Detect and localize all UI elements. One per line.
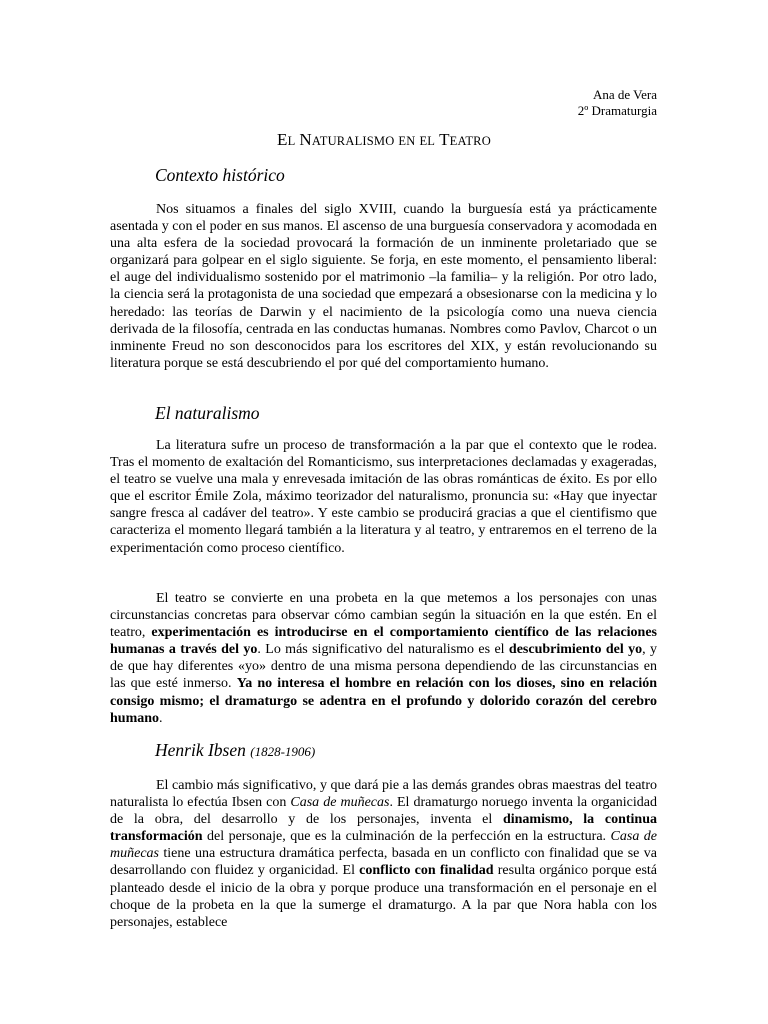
document-title: EL NATURALISMO EN EL TEATRO [277,130,491,149]
paragraph-ibsen: El cambio más significativo, y que dará pie a las demás grandes obras maestras del teatro naturalista lo efectúa Ibsen con Casa de muñecas. El dramaturgo noruego inventa la organicidad de la obra, del desarrollo y de los personajes, inventa el dinamismo, la continua transformación del personaje, que es la culminación de la perfección en la estructura. Casa de muñecas tiene una estructura dramática perfecta, basada en un conflicto con finalidad que se va desarrollando con fluidez y organicidad. El conflicto con finalidad resulta orgánico porque está planteado desde el inicio de la obra y porque produce una transformación en el personaje en el choque de la probeta en la que la sumerge el dramaturgo. A la par que Nora habla con los personajes, establece [110,778,658,930]
ibsen-dates: (1828-1906) [250,744,316,759]
heading-naturalismo: El naturalismo [155,403,260,423]
heading-contexto-historico: Contexto histórico [155,165,285,185]
bold-experimentacion: experimentación es introducirse en el comportamiento científico de las relaciones humanas a través del yo [110,625,657,658]
bold-dinamismo: dinamismo, la continua transformación [110,812,657,845]
paragraph-naturalismo-2: El teatro se convierte en una probeta en la que metemos a los personajes con unas circunstancias concretas para observar cómo cambian según la situación en la que estén. En el teatro, experimentación es introducirse en el comportamiento científico de las relaciones humanas a través del yo. Lo más significativo del naturalismo es el descubrimiento del yo, y de que hay diferentes «yo» dentro de una misma persona dependiendo de las circunstancias en las que esté inmerso. Ya no interesa el hombre en relación con los dioses, sino en relación consigo mismo; el dramaturgo se adentra en el profundo y dolorido corazón del cerebro humano. [110,591,657,726]
course-name: 2º Dramaturgia [577,103,657,118]
bold-conflicto-finalidad: conflicto con finalidad [359,863,494,879]
author-block [578,87,657,119]
author-name: Ana de Vera [592,87,657,102]
italic-casa-de-munecas-2: Casa de muñecas [110,829,658,862]
bold-descubrimiento-yo: descubrimiento del yo [508,642,643,658]
heading-henrik-ibsen: Henrik Ibsen (1828-1906) [155,740,316,760]
bold-ya-no-interesa: Ya no interesa el hombre en relación con los dioses, sino en relación consigo mismo; el dramaturgo se adentra en el profundo y dolorido corazón del cerebro humano [110,676,657,726]
paragraph-contexto: Nos situamos a finales del siglo XVIII, cuando la burguesía está ya prácticamente asentada y con el poder en sus manos. El ascenso de una burguesía conservadora y acomodada en una alta esfera de la sociedad provocará la formación de un inminente proletariado que se organizará para golpear en el siglo siguiente. Se forja, en este momento, el pensamiento liberal: el auge del individualismo sostenido por el matrimonio –la familia– y la religión. Por otro lado, la ciencia será la protagonista de una sociedad que empezará a obsesionarse con la medicina y lo heredado: las teorías de Darwin y el nacimiento de la psicología como una nueva ciencia derivada de la filosofía, centrada en las conductas humanas. Nombres como Pavlov, Charcot o un inminente Freud no son desconocidos para los escritores del XIX, y están revolucionando su literatura porque se está descubriendo el por qué del comportamiento humano. [110,202,657,371]
italic-casa-de-munecas-1: Casa de muñecas [290,795,390,811]
paragraph-naturalismo-1: La literatura sufre un proceso de transformación a la par que el contexto que le rodea. Tras el momento de exaltación del Romanticismo, sus interpretaciones declamadas y exageradas, el teatro se vuelve una mala y enrevesada imitación de las obras románticas de éxito. Es por ello que el escritor Émile Zola, máximo teorizador del naturalismo, pronuncia su: «Hay que inyectar sangre fresca al cadáver del teatro». Y este cambio se producirá gracias a que el cientifismo que caracteriza el momento llegará también a la literatura y al teatro, y entraremos en el terreno de la experimentación como proceso científico. [110,438,657,556]
